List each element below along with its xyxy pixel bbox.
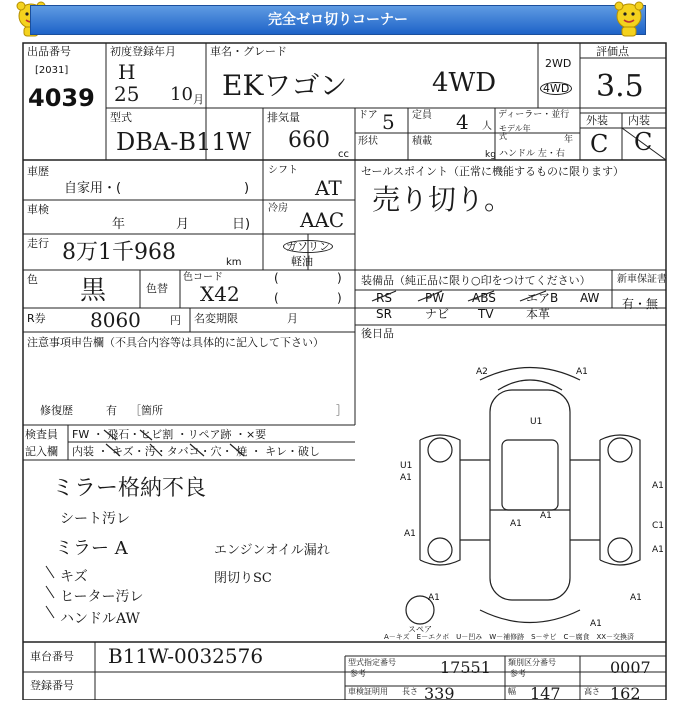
recycle-label: R券 [27, 312, 46, 325]
equip-airbag: エアB [526, 291, 559, 305]
exterior-grade: C [590, 130, 609, 158]
sales-note: 売り切り。 [372, 183, 513, 216]
mileage-value: 8万1千968 [62, 240, 176, 265]
repair-place: ［箇所 [130, 404, 163, 417]
mark-12: A1 [630, 593, 642, 603]
note-line-2: シート汚レ [60, 511, 130, 527]
equip-navi: ナビ [425, 307, 450, 321]
chassis-number: B11W-0032576 [108, 644, 264, 668]
mark-13: A1 [590, 619, 602, 629]
score-label: 評価点 [596, 45, 629, 58]
mark-7: A1 [510, 519, 522, 529]
ac-value: AAC [300, 208, 345, 232]
color-code-label: 色コード [183, 272, 223, 283]
repair-yes: 有 [106, 404, 117, 417]
car-damage-diagram [380, 360, 670, 640]
height-value: 162 [610, 684, 641, 703]
drive-4wd-option: 4WD [540, 82, 572, 95]
type-no-value: 17551 [440, 658, 491, 677]
color-change-label: 色替 [146, 282, 168, 295]
seat-label: 後日品 [361, 327, 394, 340]
fuel-diesel: 軽油 [291, 255, 313, 268]
lot-number: 4039 [28, 84, 95, 112]
reg-year: 25 [114, 82, 140, 106]
interior-label: 内装 [628, 114, 650, 127]
doors: 5 [382, 110, 395, 134]
note-line-6: ハンドルAW [60, 611, 140, 627]
color-value: 黒 [80, 276, 107, 306]
equip-tv: TV [478, 307, 494, 321]
warranty-yesno: 有・無 [622, 297, 659, 311]
score-value: 3.5 [596, 69, 644, 104]
reg-month: 10 [170, 84, 193, 105]
equip-rs: RS [376, 291, 392, 305]
cooling-label: 冷房 [268, 203, 288, 214]
private-use-option: 自家用・( [64, 181, 122, 196]
door-label: ドア [358, 110, 378, 121]
color-code: X42 [200, 282, 240, 306]
note-bullet-marks [40, 500, 60, 630]
reg-no-label: 登録番号 [30, 679, 74, 692]
cc-label: 排気量 [267, 111, 300, 124]
inspection-month: 月 [176, 217, 190, 232]
cert-label: 車検証明用 [348, 687, 388, 696]
model-year-label: モデル年式 [499, 124, 531, 141]
mark-11: A1 [652, 481, 664, 491]
spare-label: スペア [408, 625, 432, 634]
seats: 4 [456, 110, 469, 134]
car-name: EKワゴン [222, 69, 348, 102]
repair-label: 修復歴 [40, 404, 73, 417]
exterior-label: 外装 [586, 114, 608, 127]
mark-14: A1 [428, 593, 440, 603]
page-banner: 完全ゼロ切りコーナー [30, 5, 646, 35]
displacement: 660 [288, 128, 330, 153]
note-line-1: ミラー格納不良 [52, 476, 207, 501]
color-paren-open: ( [274, 271, 279, 285]
shift-label: シフト [268, 165, 298, 176]
lot-small: [2031] [35, 65, 69, 76]
mark-3: U1 [530, 417, 543, 427]
color-paren-close-2: ) [337, 291, 342, 305]
color-paren-open-2: ( [274, 291, 279, 305]
first-reg-label: 初度登録年月 [110, 45, 176, 58]
shape-label: 形状 [358, 136, 378, 147]
wid-label: 幅 [508, 687, 516, 696]
name-change-month: 月 [287, 312, 298, 325]
entry-label: 記入欄 [25, 445, 58, 458]
transmission: AT [315, 176, 342, 200]
inspection-label: 車検 [27, 203, 49, 216]
note-line-3: ミラー A [55, 538, 128, 559]
class-ref: 参考 [510, 669, 526, 678]
type-no-label: 型式指定番号 [348, 658, 396, 667]
mark-6: A1 [540, 511, 552, 521]
history-close: ) [244, 181, 250, 196]
inspection-year: 年 [112, 217, 126, 232]
model-code: DBA-B11W [116, 128, 252, 156]
type-ref: 参考 [350, 669, 366, 678]
car-name-label: 車名・グレード [210, 45, 287, 58]
mark-9: C1 [652, 521, 665, 531]
fuel-gasoline: ガソリン [283, 240, 333, 253]
interior-grade: C [634, 128, 653, 156]
equip-abs: ABS [472, 291, 496, 305]
recycle-fee: 8060 [90, 308, 141, 332]
hgt-label: 高さ [584, 687, 600, 696]
cc-unit: cc [338, 149, 349, 160]
month-unit: 月 [193, 93, 204, 106]
note-right-1: エンジンオイル漏れ [214, 543, 330, 558]
reg-era: H [118, 60, 136, 84]
chassis-label: 車台番号 [30, 650, 74, 663]
name-change-label: 名変期限 [194, 312, 238, 325]
kg-unit: kg [485, 150, 496, 160]
notes-label: 注意事項申告欄（不具合内容等は具体的に記入して下さい） [27, 336, 324, 349]
warranty-label: 新車保証書 [617, 274, 667, 285]
drive-handwritten: 4WD [432, 68, 497, 98]
mark-1: A2 [476, 367, 488, 377]
length-value: 339 [424, 684, 455, 703]
km-unit: km [226, 257, 242, 268]
lot-no-label: 出品番号 [27, 45, 71, 58]
fw-row: FW ・ 飛石・ヒビ割 ・リペア跡 ・×要 [72, 428, 267, 441]
damage-legend: A－キズ E－エクボ U－凹み W－補修跡 S－サビ C－腐食 XX－交換済 [384, 633, 635, 641]
equip-pw: PW [425, 291, 445, 305]
capacity-label: 定員 [412, 110, 432, 121]
class-no-label: 類別区分番号 [508, 658, 556, 667]
mark-8: A1 [404, 529, 416, 539]
mark-4: A1 [400, 473, 412, 483]
drive-2wd-option: 2WD [545, 57, 572, 70]
mark-10: A1 [652, 545, 664, 555]
len-label: 長さ [402, 687, 418, 696]
yen-unit: 円 [170, 314, 181, 327]
dealer-label: ディーラー・並行 [498, 110, 570, 120]
width-value: 147 [530, 684, 561, 703]
equip-sr: SR [376, 307, 392, 321]
note-line-5: ヒーター汚レ [60, 589, 144, 605]
repair-close: ］ [336, 404, 347, 417]
note-right-2: 閉切りSC [214, 571, 272, 586]
color-label: 色 [27, 273, 38, 286]
inspector-handmarks [90, 426, 300, 460]
sales-point-label: セールスポイント（正常に機能するものに限ります） [361, 165, 625, 178]
mileage-label: 走行 [27, 237, 49, 250]
inspector-label: 検査員 [25, 428, 58, 441]
color-paren-close: ) [337, 271, 342, 285]
person-unit: 人 [482, 121, 492, 132]
handle-label: ハンドル 左・右 [499, 149, 565, 159]
inspection-day: 日) [232, 217, 251, 232]
mark-2: A1 [576, 367, 588, 377]
class-no-value: 0007 [610, 658, 651, 677]
history-label: 車歴 [27, 165, 49, 178]
equipment-label: 装備品（純正品に限り○印をつけてください） [361, 274, 591, 287]
load-label: 積載 [412, 136, 432, 147]
model-label: 型式 [110, 111, 132, 124]
equip-aw: AW [580, 291, 600, 305]
equipment-strike-marks [370, 288, 560, 304]
year-unit: 年 [564, 135, 574, 145]
mark-5: U1 [400, 461, 413, 471]
equip-leather: 本革 [526, 307, 551, 321]
interior-row: 内装 ・ キズ・汚・タバコ・穴・ 焼 ・ キレ・破し [72, 445, 321, 458]
note-line-4: キズ [60, 569, 88, 585]
